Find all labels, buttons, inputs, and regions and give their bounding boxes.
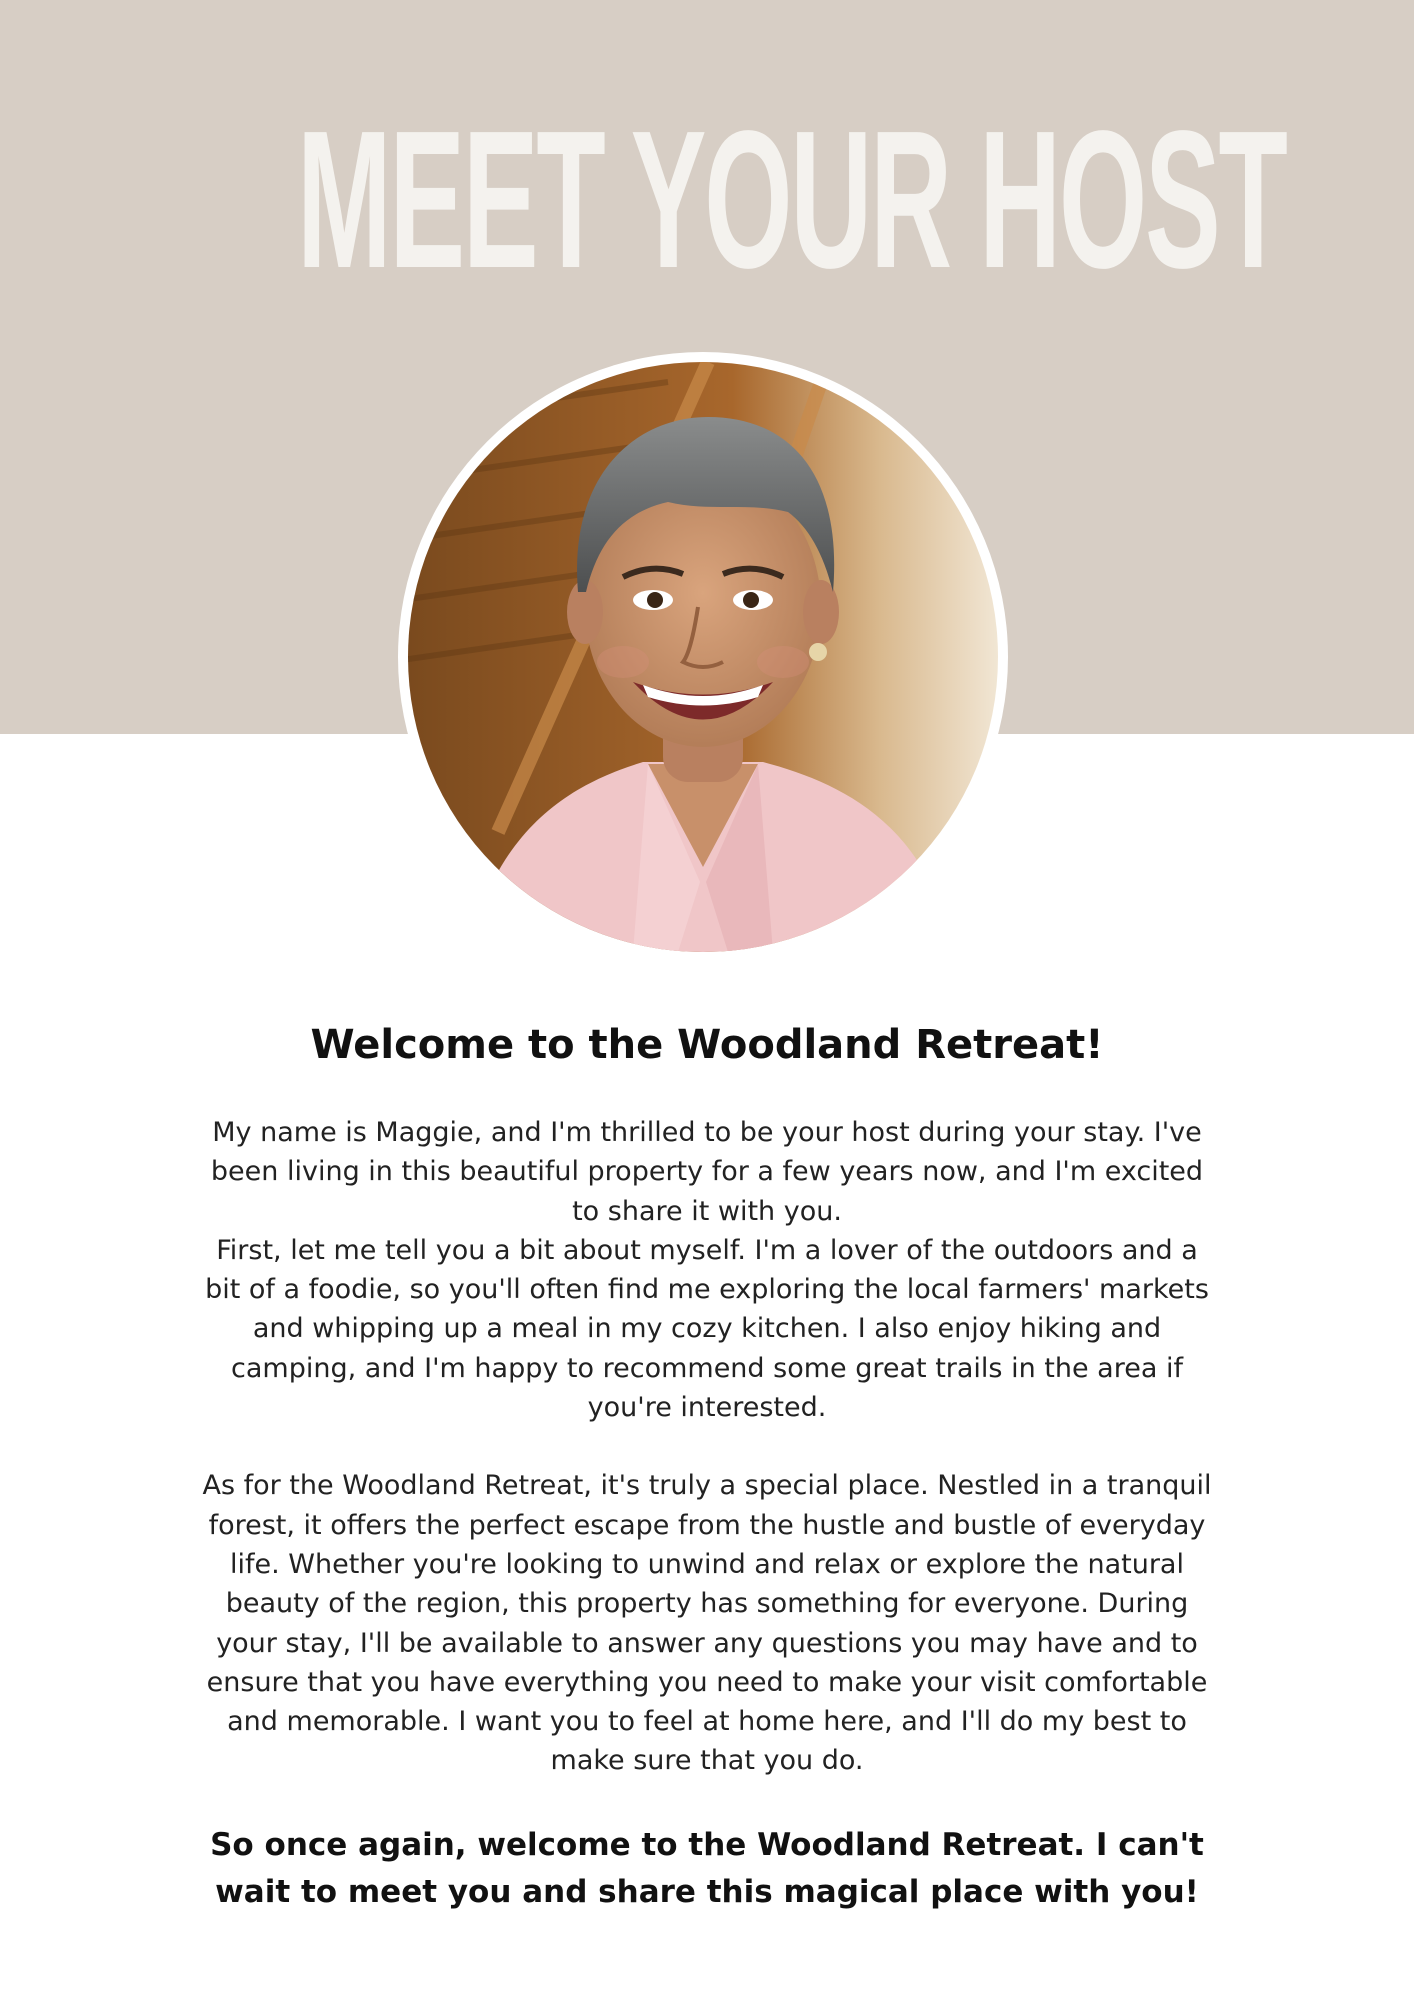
host-portrait-illustration	[408, 362, 998, 952]
welcome-heading: Welcome to the Woodland Retreat!	[310, 1022, 1104, 1068]
host-introduction	[200, 1113, 1214, 1781]
intro-paragraph: My name is Maggie, and I'm thrilled to be your host during your stay. I've been living in this beautiful property for a few years now, and I'm excited to share it with you.	[210, 1117, 1204, 1227]
host-portrait	[408, 362, 998, 952]
about-host-paragraph: First, let me tell you a bit about myself. I'm a lover of the outdoors and a bit of a foodie, so you'll often find me exploring the local farmers' markets and whipping up a meal in my cozy kitchen. I also enjoy hiking and camping, and I'm happy to recommend some great trails in the area if you're interested.	[205, 1234, 1209, 1424]
about-retreat-paragraph: As for the Woodland Retreat, it's truly a special place. Nestled in a tranquil forest, it offers the perfect escape from the hustle and bustle of everyday life. Whether you're looking to unwind and relax or explore the natural beauty of the region, this property has something for everyone. During your stay, I'll be available to answer any questions you may have and to ensure that you have everything you need to make your visit comfortable and memorable. I want you to feel at home here, and I'll do my best to make sure that you do.	[202, 1470, 1212, 1777]
page-title: MEET YOUR HOST	[296, 90, 1286, 309]
closing-message: So once again, welcome to the Woodland Retreat. I can't wait to meet you and share this magical place with you!	[210, 1827, 1204, 1910]
